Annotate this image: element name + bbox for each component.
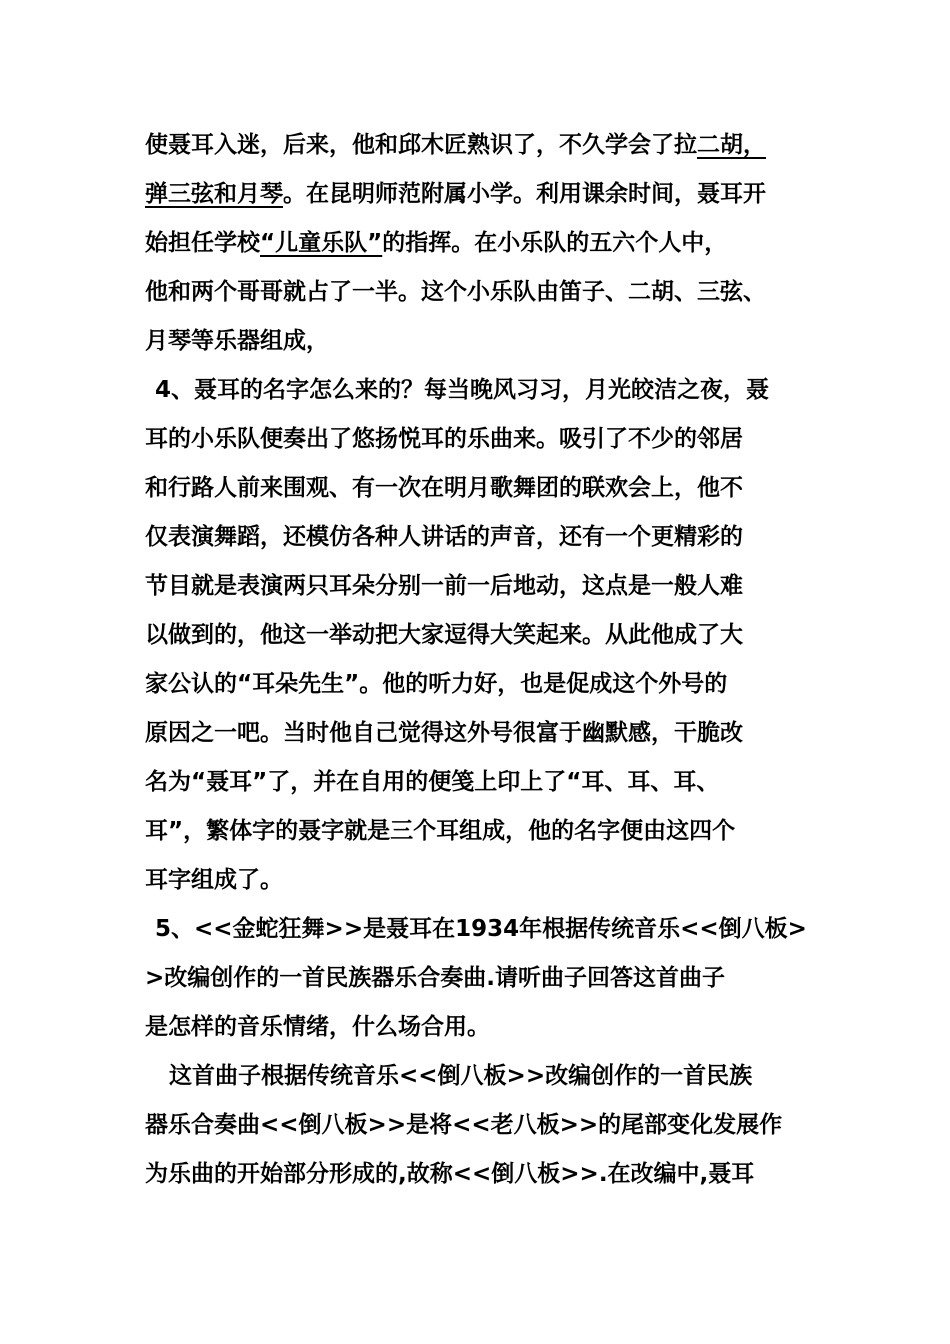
text-line: 名为“聂耳”了，并在自用的便笺上印上了“耳、耳、耳、 bbox=[145, 769, 720, 795]
text-line: 为乐曲的开始部分形成的,故称<<倒八板>>.在改编中,聂耳 bbox=[145, 1161, 755, 1187]
text-line: 节目就是表演两只耳朵分别一前一后地动，这点是一般人难 bbox=[145, 573, 743, 599]
text-line: 家公认的“耳朵先生”。他的听力好，也是促成这个外号的 bbox=[145, 671, 728, 697]
text-span: 。在昆明师范附属小学。利用课余时间，聂耳开 bbox=[283, 181, 766, 207]
text-line: 以做到的，他这一举动把大家逗得大笑起来。从此他成了大 bbox=[145, 622, 743, 648]
answer-paragraph-start: 这首曲子根据传统音乐<<倒八板>>改编创作的一首民族 bbox=[169, 1063, 753, 1089]
underlined-text: “儿童乐队” bbox=[260, 230, 383, 256]
text-line bbox=[145, 121, 810, 170]
underlined-text: 弹三弦和月琴 bbox=[145, 181, 283, 207]
text-line: 是怎样的音乐情绪，什么场合用。 bbox=[145, 1014, 490, 1040]
text-line: 月琴等乐器组成， bbox=[145, 328, 329, 354]
text-span: 使聂耳入迷，后来，他和邱木匠熟识了，不久学会了拉 bbox=[145, 132, 697, 158]
text-line: 器乐合奏曲<<倒八板>>是将<<老八板>>的尾部变化发展作 bbox=[145, 1112, 783, 1138]
text-line bbox=[145, 219, 810, 268]
text-line: 原因之一吧。当时他自己觉得这外号很富于幽默感，干脆改 bbox=[145, 720, 743, 746]
question-5-line: 5、<<金蛇狂舞>>是聂耳在1934年根据传统音乐<<倒八板> bbox=[155, 916, 807, 942]
text-line: 和行路人前来围观、有一次在明月歌舞团的联欢会上，他不 bbox=[145, 475, 743, 501]
document-page bbox=[145, 121, 810, 1199]
text-line: 耳”，繁体字的聂字就是三个耳组成，他的名字便由这四个 bbox=[145, 818, 736, 844]
text-line: 仅表演舞蹈，还模仿各种人讲话的声音，还有一个更精彩的 bbox=[145, 524, 743, 550]
text-span: 始担任学校 bbox=[145, 230, 260, 256]
question-4-line: 4、聂耳的名字怎么来的？每当晚风习习，月光皎洁之夜，聂 bbox=[155, 377, 770, 403]
text-line: 他和两个哥哥就占了一半。这个小乐队由笛子、二胡、三弦、 bbox=[145, 279, 766, 305]
text-line: 耳字组成了。 bbox=[145, 867, 283, 893]
text-line: 耳的小乐队便奏出了悠扬悦耳的乐曲来。吸引了不少的邻居 bbox=[145, 426, 743, 452]
text-line bbox=[145, 170, 810, 219]
text-span: 的指挥。在小乐队的五六个人中， bbox=[382, 230, 728, 256]
text-line: >改编创作的一首民族器乐合奏曲.请听曲子回答这首曲子 bbox=[145, 965, 726, 991]
underlined-text: 二胡， bbox=[697, 132, 766, 158]
